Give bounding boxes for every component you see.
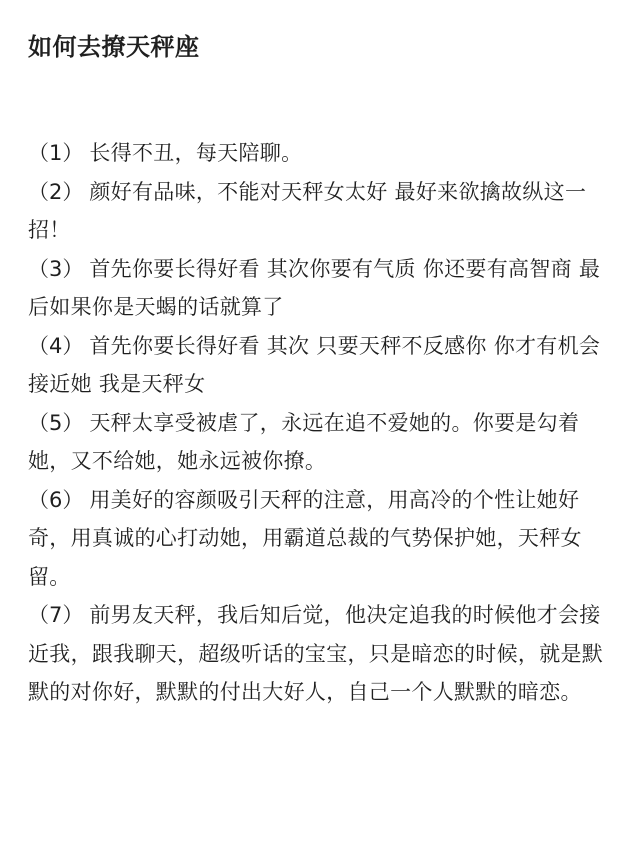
- tip-number: （4）: [28, 333, 84, 358]
- tip-text: 天秤太享受被虐了，永远在追不爱她的。你要是勾着她，又不给她，她永远被你撩。: [28, 410, 580, 473]
- tip-item-1: [28, 134, 612, 173]
- tip-item-7: [28, 596, 612, 712]
- tip-number: （1）: [28, 141, 84, 165]
- tip-number: （5）: [28, 410, 84, 435]
- tips-list: [28, 134, 612, 712]
- tip-text: 前男友天秤，我后知后觉，他决定追我的时候他才会接近我，跟我聊天，超级听话的宝宝，只是暗恋的时候，就是默默的对你好，默默的付出大好人，自己一个人默默的暗恋。: [28, 603, 604, 704]
- tip-item-4: [28, 327, 612, 404]
- tip-number: （6）: [28, 487, 84, 512]
- tip-number: （3）: [28, 256, 84, 281]
- document-title: 如何去撩天秤座: [28, 33, 200, 61]
- tip-number: （7）: [28, 603, 84, 627]
- tip-text: 长得不丑，每天陪聊。: [89, 141, 303, 165]
- tip-text: 首先你要长得好看 其次 只要天秤不反感你 你才有机会接近她 我是天秤女: [28, 333, 601, 396]
- tip-text: 颜好有品味，不能对天秤女太好 最好来欲擒故纵这一招！: [28, 179, 587, 242]
- tip-text: 首先你要长得好看 其次你要有气质 你还要有高智商 最后如果你是天蝎的话就算了: [28, 256, 601, 319]
- tip-text: 用美好的容颜吸引天秤的注意，用高冷的个性让她好奇，用真诚的心打动她，用霸道总裁的气势保护她，天秤女留。: [28, 487, 582, 589]
- tip-number: （2）: [28, 179, 84, 204]
- tip-item-5: [28, 404, 612, 481]
- tip-item-3: [28, 250, 612, 327]
- tip-item-6: [28, 481, 612, 597]
- tip-item-2: [28, 173, 612, 250]
